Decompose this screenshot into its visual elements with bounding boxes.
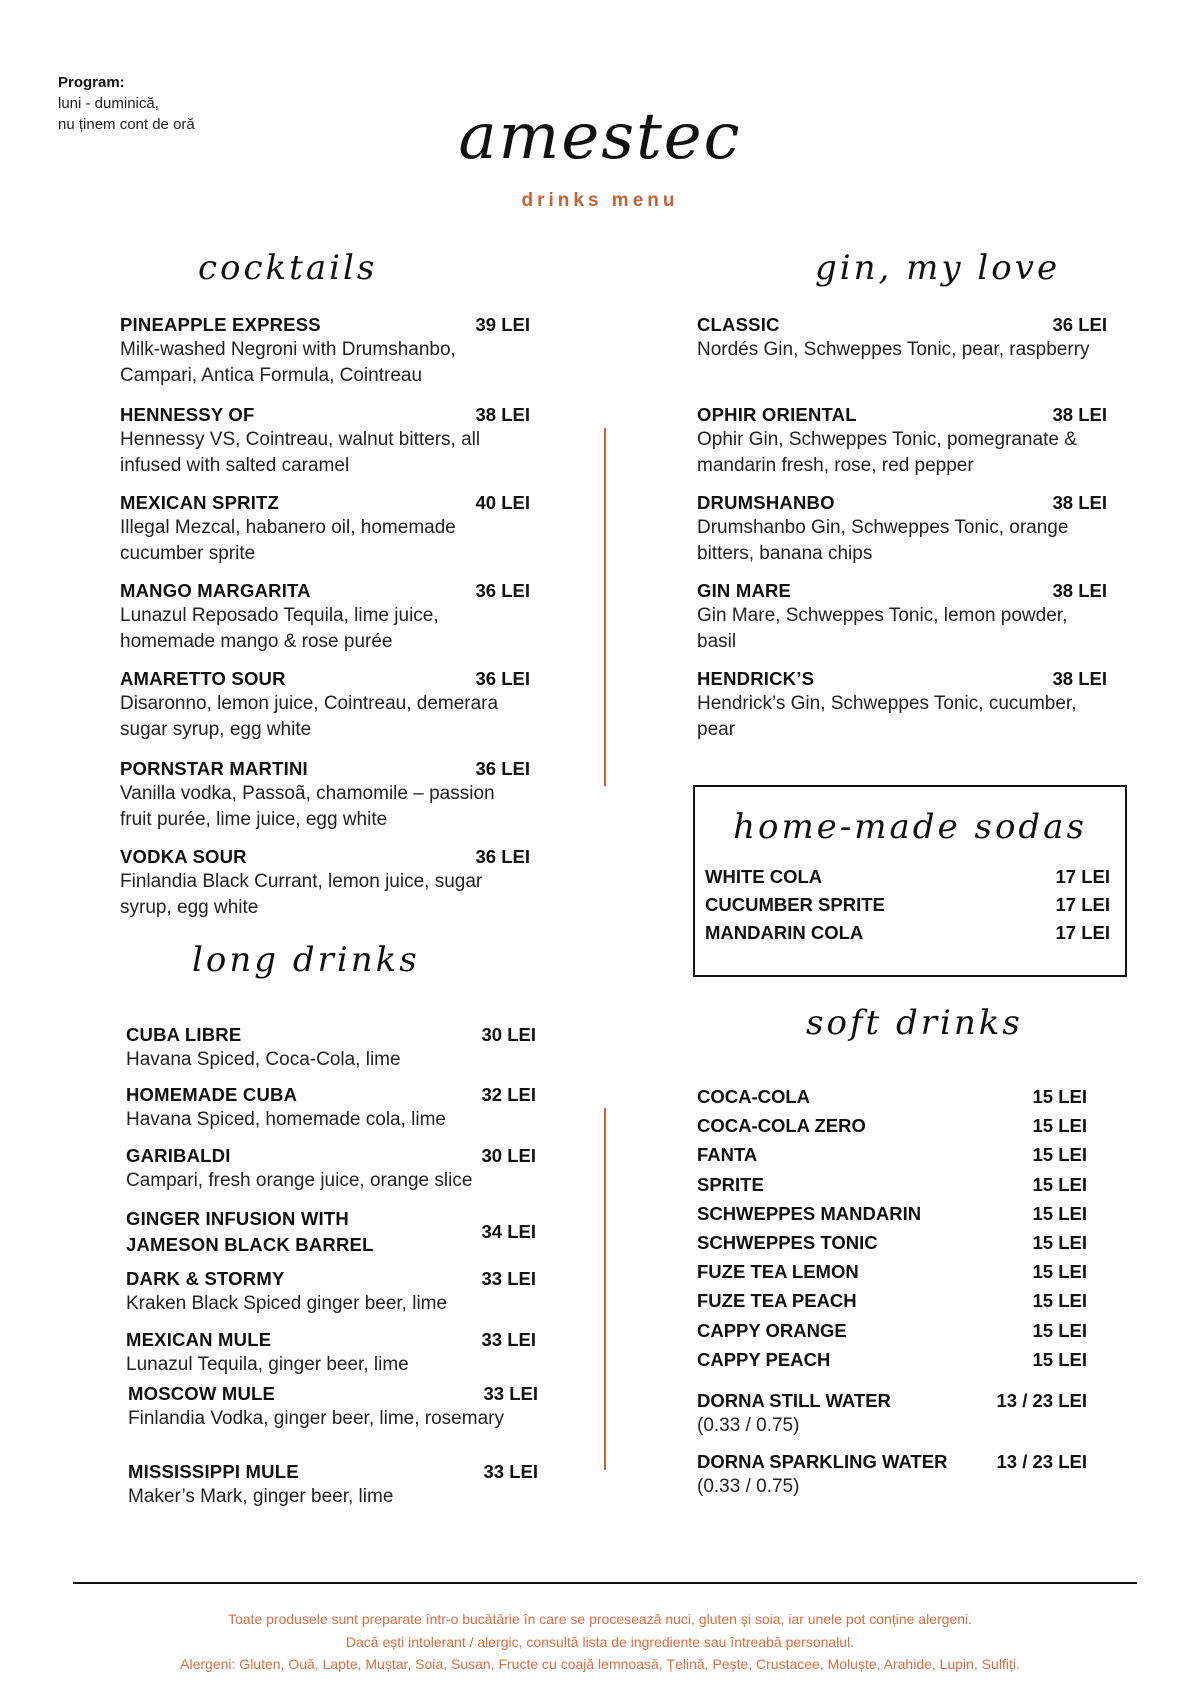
soft-drink-item bbox=[697, 1111, 1087, 1140]
item-price: 38 LEI bbox=[1052, 492, 1107, 513]
soft-drink-item bbox=[697, 1257, 1087, 1286]
item-name: SCHWEPPES TONIC bbox=[697, 1232, 878, 1254]
item-description: Campari, fresh orange juice, orange slice bbox=[126, 1170, 473, 1191]
item-name: SPRITE bbox=[697, 1173, 764, 1195]
item-price: 34 LEI bbox=[481, 1221, 536, 1242]
water-item bbox=[697, 1390, 1087, 1439]
item-price: 17 LEI bbox=[1055, 894, 1110, 915]
soda-item bbox=[705, 891, 1110, 919]
item-price: 15 LEI bbox=[1032, 1348, 1087, 1370]
page-subtitle: drinks menu bbox=[521, 190, 679, 211]
item-name: GIN MARE bbox=[697, 580, 792, 601]
item-description: Kraken Black Spiced ginger beer, lime bbox=[126, 1293, 448, 1314]
item-description: Drumshanbo Gin, Schweppes Tonic, orange bitters, banana chips bbox=[697, 517, 1069, 564]
item-name: MEXICAN MULE bbox=[126, 1329, 272, 1350]
menu-item bbox=[126, 1024, 536, 1073]
item-name: GARIBALDI bbox=[126, 1145, 231, 1166]
menu-item bbox=[120, 668, 530, 743]
item-price: 33 LEI bbox=[481, 1268, 536, 1289]
item-price: 17 LEI bbox=[1055, 866, 1110, 887]
menu-item bbox=[120, 846, 530, 921]
item-price: 38 LEI bbox=[1052, 580, 1107, 601]
item-name: FUZE TEA PEACH bbox=[697, 1290, 857, 1312]
soft-drink-item bbox=[697, 1316, 1087, 1345]
item-description: Finlandia Black Currant, lemon juice, sugar syrup, egg white bbox=[120, 871, 483, 918]
item-price: 15 LEI bbox=[1032, 1232, 1087, 1254]
item-name: OPHIR ORIENTAL bbox=[697, 404, 857, 425]
menu-item bbox=[120, 314, 530, 389]
allergen-line-1: Toate produsele sunt preparate într-o bucătărie în care se procesează nuci, gluten și soia, iar unele pot conține alergeni. bbox=[227, 1611, 972, 1627]
item-price: 30 LEI bbox=[481, 1024, 536, 1045]
item-description: Hennessy VS, Cointreau, walnut bitters, all infused with salted caramel bbox=[120, 429, 481, 476]
menu-item bbox=[697, 492, 1107, 567]
menu-item bbox=[120, 404, 530, 479]
sodas-title: home-made sodas bbox=[733, 807, 1087, 847]
menu-item bbox=[697, 314, 1107, 363]
menu-item bbox=[128, 1461, 538, 1510]
divider-line bbox=[604, 428, 606, 786]
item-name: WHITE COLA bbox=[705, 866, 823, 887]
item-price: 15 LEI bbox=[1032, 1144, 1087, 1166]
item-price: 38 LEI bbox=[475, 404, 530, 425]
item-price: 40 LEI bbox=[475, 492, 530, 513]
item-description: Hendrick’s Gin, Schweppes Tonic, cucumber, pear bbox=[697, 693, 1077, 740]
item-price: 13 / 23 LEI bbox=[996, 1451, 1087, 1472]
item-name: DORNA STILL WATER bbox=[697, 1390, 891, 1411]
item-name: CLASSIC bbox=[697, 314, 780, 335]
item-price: 15 LEI bbox=[1032, 1173, 1087, 1195]
item-price: 33 LEI bbox=[483, 1461, 538, 1482]
item-name: MOSCOW MULE bbox=[128, 1383, 276, 1404]
item-description: Maker’s Mark, ginger beer, lime bbox=[128, 1486, 394, 1507]
gin-title: gin, my love bbox=[815, 248, 1061, 288]
water-item bbox=[697, 1451, 1087, 1500]
allergen-notice bbox=[0, 1608, 1200, 1676]
item-price: 36 LEI bbox=[475, 580, 530, 601]
item-description: Finlandia Vodka, ginger beer, lime, rosemary bbox=[128, 1408, 504, 1429]
item-name: DARK & STORMY bbox=[126, 1268, 285, 1289]
menu-item bbox=[697, 580, 1107, 655]
soft-drinks-title: soft drinks bbox=[806, 1003, 1023, 1043]
item-name: CUCUMBER SPRITE bbox=[705, 894, 885, 915]
soft-drink-item bbox=[697, 1228, 1087, 1257]
menu-item bbox=[126, 1084, 536, 1133]
item-price: 17 LEI bbox=[1055, 922, 1110, 943]
item-description: Milk-washed Negroni with Drumshanbo, Campari, Antica Formula, Cointreau bbox=[120, 339, 456, 386]
long-drinks-title: long drinks bbox=[192, 940, 420, 980]
item-name: HOMEMADE CUBA bbox=[126, 1084, 298, 1105]
item-name: FANTA bbox=[697, 1144, 758, 1166]
program-label: Program: bbox=[58, 74, 125, 91]
program-days: luni - duminică, bbox=[58, 95, 159, 112]
item-price: 15 LEI bbox=[1032, 1261, 1087, 1283]
brand-logo: amestec bbox=[458, 100, 742, 174]
cocktails-title: cocktails bbox=[198, 248, 378, 288]
item-price: 15 LEI bbox=[1032, 1202, 1087, 1224]
item-name: CAPPY ORANGE bbox=[697, 1319, 847, 1341]
item-name: PINEAPPLE EXPRESS bbox=[120, 314, 321, 335]
item-price: 38 LEI bbox=[1052, 668, 1107, 689]
item-description: Havana Spiced, Coca-Cola, lime bbox=[126, 1049, 401, 1070]
item-price: 32 LEI bbox=[481, 1084, 536, 1105]
item-description: Illegal Mezcal, habanero oil, homemade cucumber sprite bbox=[120, 517, 456, 564]
item-price: 36 LEI bbox=[475, 668, 530, 689]
item-name: MANGO MARGARITA bbox=[120, 580, 311, 601]
allergen-line-3: Alergeni: Gluten, Ouă, Lapte, Muștar, Soia, Susan, Fructe cu coajă lemnoasă, Țelină, Pește, Crustacee, Moluște, Arahide, Lupin, Sulfiți. bbox=[180, 1656, 1020, 1672]
soda-item bbox=[705, 919, 1110, 947]
menu-item bbox=[120, 492, 530, 567]
item-name: CUBA LIBRE bbox=[126, 1024, 242, 1045]
item-description: Disaronno, lemon juice, Cointreau, demerara sugar syrup, egg white bbox=[120, 693, 499, 740]
item-name: SCHWEPPES MANDARIN bbox=[697, 1202, 922, 1224]
item-name: MISSISSIPPI MULE bbox=[128, 1461, 299, 1482]
item-name: FUZE TEA LEMON bbox=[697, 1261, 859, 1283]
soft-drink-item bbox=[697, 1140, 1087, 1169]
item-description: (0.33 / 0.75) bbox=[697, 1476, 800, 1497]
menu-item bbox=[126, 1145, 536, 1194]
menu-item bbox=[126, 1206, 536, 1258]
item-price: 15 LEI bbox=[1032, 1290, 1087, 1312]
soft-drink-item bbox=[697, 1345, 1087, 1374]
menu-item bbox=[120, 758, 530, 833]
item-description: Ophir Gin, Schweppes Tonic, pomegranate & mandarin fresh, rose, red pepper bbox=[697, 429, 1077, 476]
item-price: 39 LEI bbox=[475, 314, 530, 335]
item-description: Lunazul Reposado Tequila, lime juice, homemade mango & rose purée bbox=[120, 605, 439, 652]
item-name: DRUMSHANBO bbox=[697, 492, 835, 513]
item-price: 38 LEI bbox=[1052, 404, 1107, 425]
item-price: 33 LEI bbox=[481, 1329, 536, 1350]
item-price: 36 LEI bbox=[475, 758, 530, 779]
menu-item bbox=[126, 1329, 536, 1378]
item-name: CAPPY PEACH bbox=[697, 1348, 831, 1370]
item-name: DORNA SPARKLING WATER bbox=[697, 1451, 948, 1472]
item-description: Nordés Gin, Schweppes Tonic, pear, raspberry bbox=[697, 339, 1090, 360]
soft-drink-item bbox=[697, 1286, 1087, 1315]
item-name: COCA-COLA ZERO bbox=[697, 1115, 866, 1137]
item-name: MANDARIN COLA bbox=[705, 922, 864, 943]
item-price: 36 LEI bbox=[1052, 314, 1107, 335]
menu-item bbox=[697, 404, 1107, 479]
item-price: 33 LEI bbox=[483, 1383, 538, 1404]
soft-drinks-list bbox=[697, 1082, 1087, 1374]
menu-item bbox=[120, 580, 530, 655]
item-description: (0.33 / 0.75) bbox=[697, 1415, 800, 1436]
menu-item bbox=[126, 1268, 536, 1317]
program-hours: nu ținem cont de oră bbox=[58, 116, 195, 133]
item-description: Vanilla vodka, Passoã, chamomile – passion fruit purée, lime juice, egg white bbox=[120, 783, 495, 830]
item-description: Lunazul Tequila, ginger beer, lime bbox=[126, 1354, 409, 1375]
item-name: MEXICAN SPRITZ bbox=[120, 492, 280, 513]
soft-drink-item bbox=[697, 1170, 1087, 1199]
allergen-line-2: Dacă ești intolerant / alergic, consultă lista de ingrediente sau întreabă personalul. bbox=[345, 1633, 855, 1650]
item-price: 15 LEI bbox=[1032, 1319, 1087, 1341]
item-price: 13 / 23 LEI bbox=[996, 1390, 1087, 1411]
menu-item bbox=[697, 668, 1107, 743]
soft-drink-item bbox=[697, 1082, 1087, 1111]
item-name: VODKA SOUR bbox=[120, 846, 247, 867]
item-description: Havana Spiced, homemade cola, lime bbox=[126, 1109, 447, 1130]
soft-drink-item bbox=[697, 1199, 1087, 1228]
item-price: 36 LEI bbox=[475, 846, 530, 867]
soda-item bbox=[705, 863, 1110, 891]
home-made-sodas-box bbox=[693, 785, 1127, 977]
item-price: 15 LEI bbox=[1032, 1086, 1087, 1107]
item-name: AMARETTO SOUR bbox=[120, 668, 286, 689]
item-name: COCA-COLA bbox=[697, 1086, 811, 1107]
item-description: Gin Mare, Schweppes Tonic, lemon powder, basil bbox=[697, 605, 1068, 652]
footer-divider bbox=[73, 1582, 1137, 1584]
item-price: 30 LEI bbox=[481, 1145, 536, 1166]
item-name: HENNESSY OF bbox=[120, 404, 255, 425]
item-name: PORNSTAR MARTINI bbox=[120, 758, 308, 779]
menu-item bbox=[128, 1383, 538, 1432]
item-name: GINGER INFUSION WITH JAMESON BLACK BARREL bbox=[126, 1208, 374, 1255]
item-price: 15 LEI bbox=[1032, 1115, 1087, 1137]
divider-line bbox=[604, 1108, 606, 1470]
item-name: HENDRICK’S bbox=[697, 668, 815, 689]
